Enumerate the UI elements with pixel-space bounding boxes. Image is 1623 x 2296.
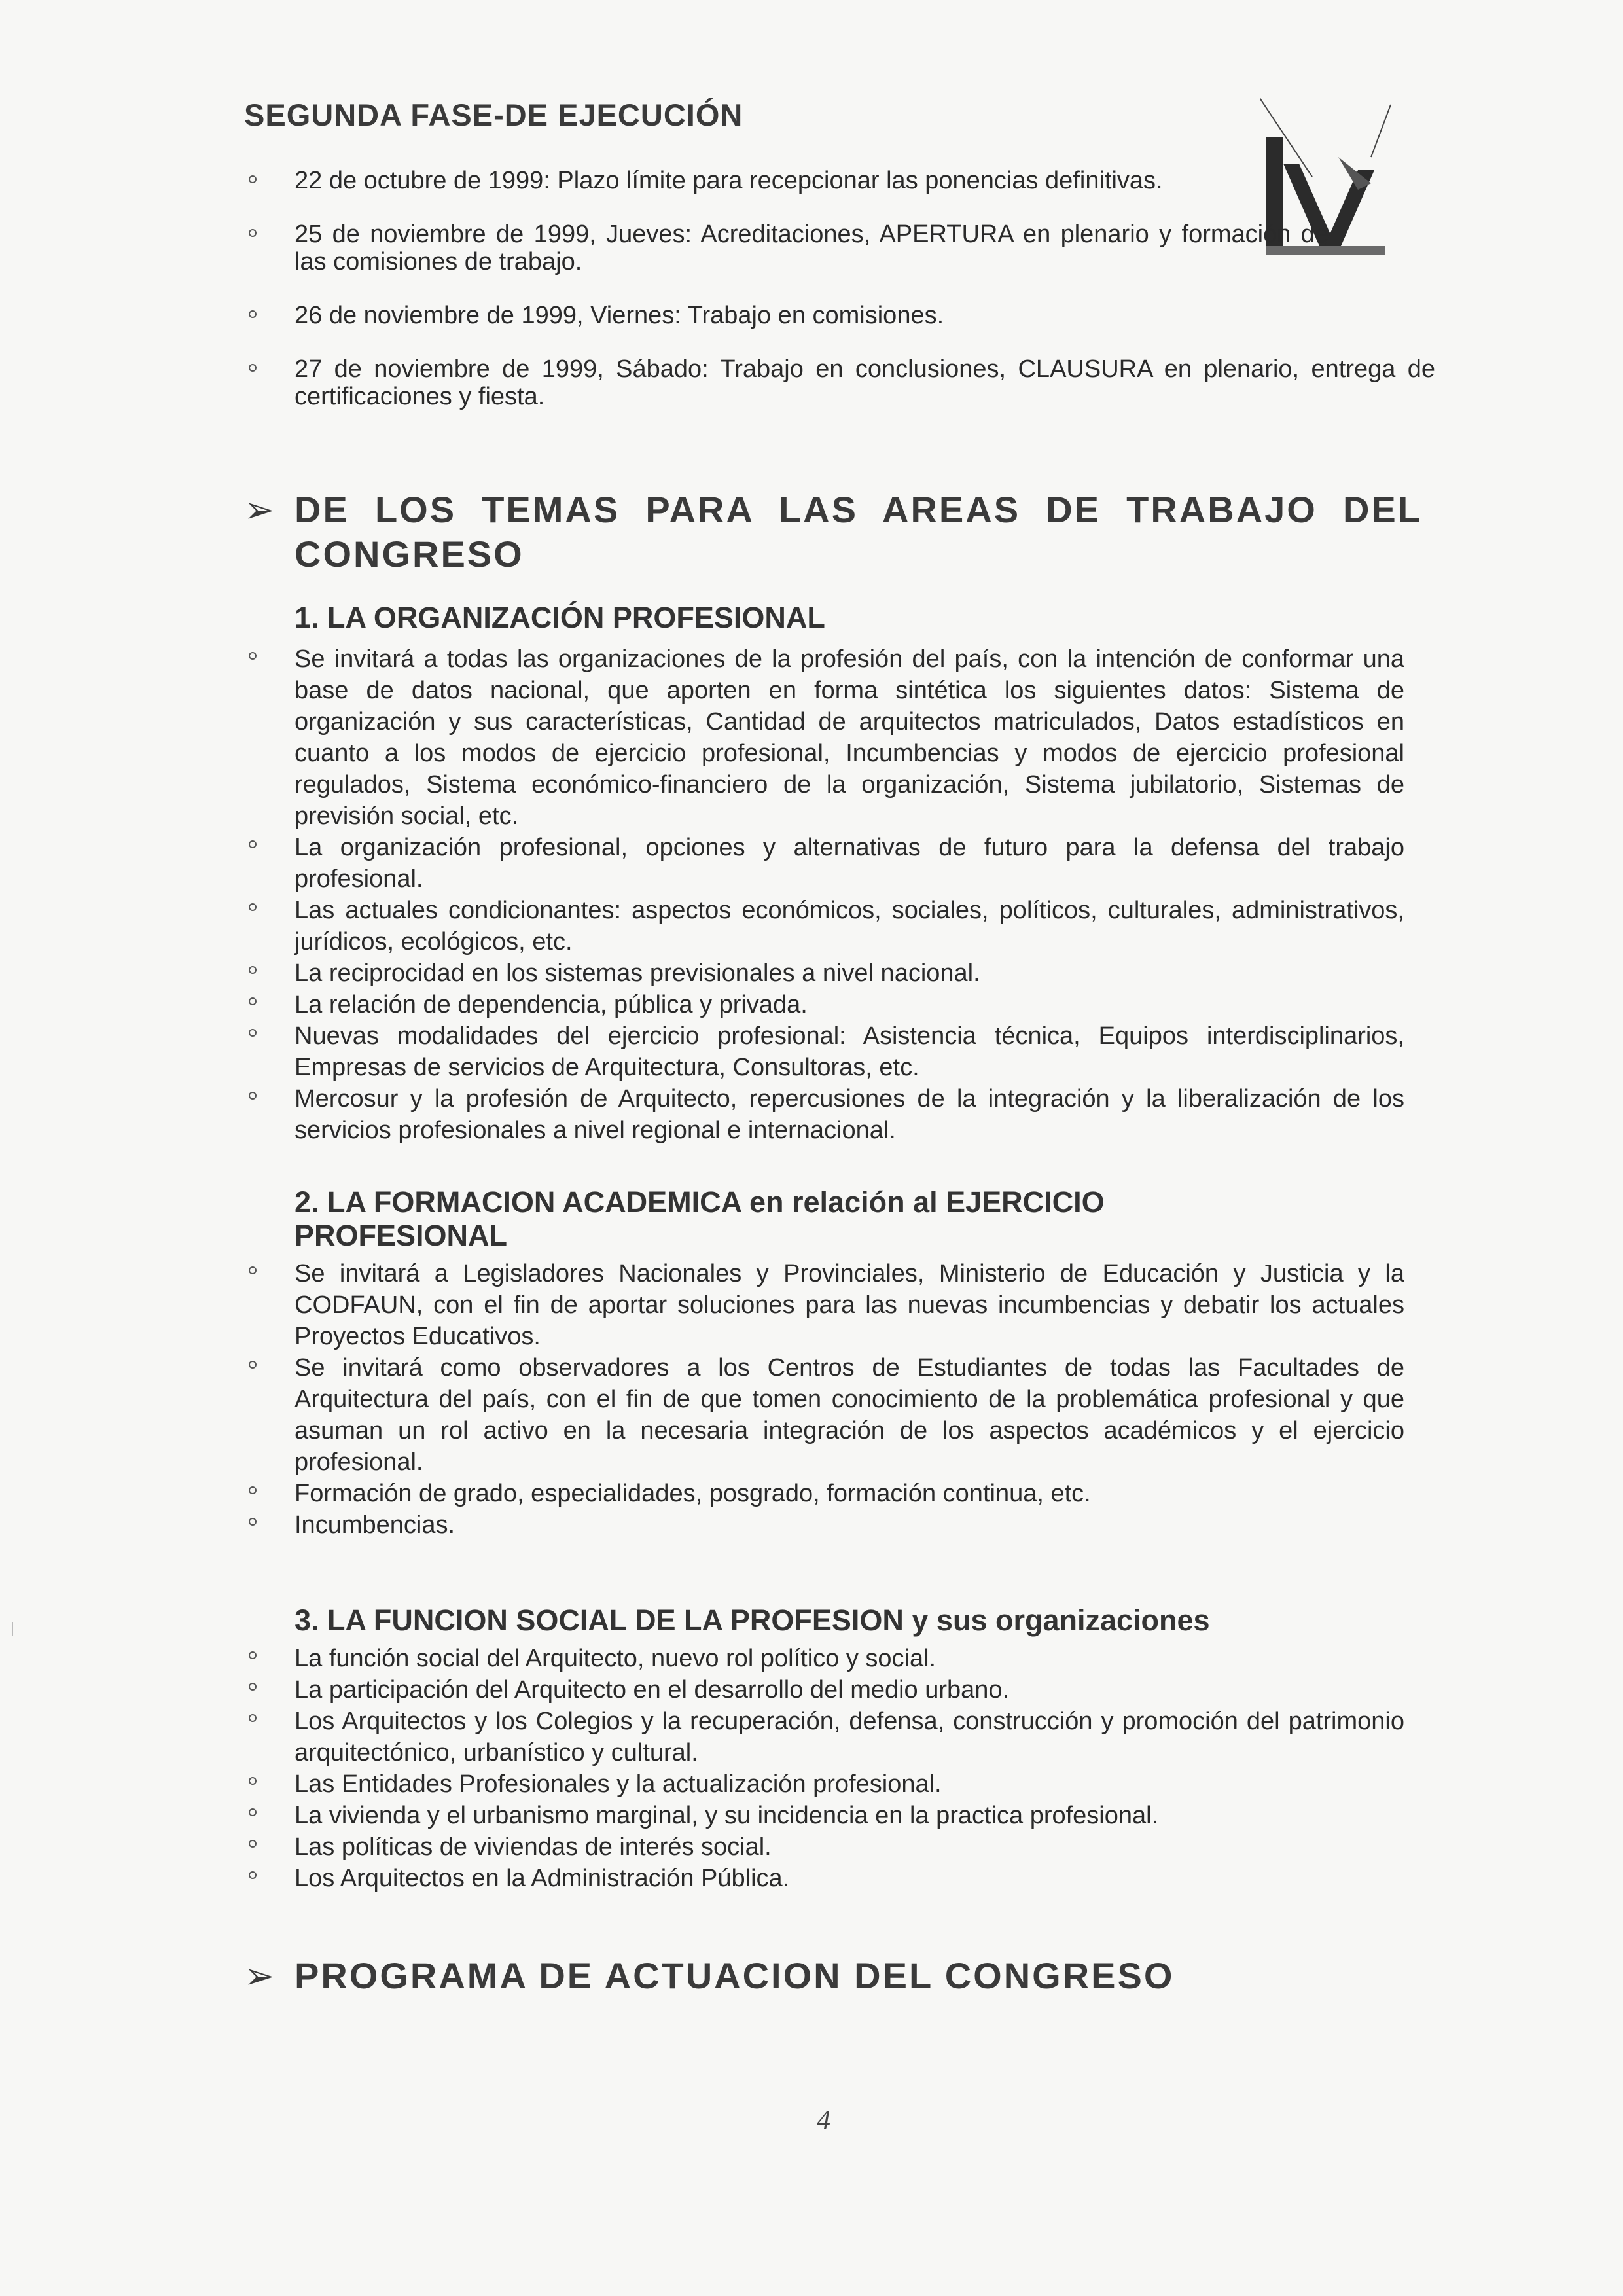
list-item: 27 de noviembre de 1999, Sábado: Trabajo en conclusiones, CLAUSURA en plenario, entrega de certificaciones y fiesta. — [244, 355, 1435, 410]
bullet-icon — [249, 1777, 257, 1785]
list-item: Se invitará como observadores a los Centros de Estudiantes de todas las Facultades de Arquitectura del país, con el fin de que tomen conocimiento de la problemática profesional y que asuman un rol activo en la necesaria integración de los aspectos académicos y el ejercicio profesional. — [244, 1352, 1404, 1478]
bullet-icon — [249, 1266, 257, 1274]
bullet-icon — [249, 652, 257, 660]
list-item: La función social del Arquitecto, nuevo rol político y social. — [244, 1643, 1404, 1674]
list-item: 25 de noviembre de 1999, Jueves: Acreditaciones, APERTURA en plenario y formación de las comisiones de trabajo. — [244, 221, 1435, 276]
list-item: Se invitará a Legisladores Nacionales y Provinciales, Ministerio de Educación y Justicia y la CODFAUN, con el fin de aportar soluciones para las nuevas incumbencias y debatir los actuales Proyectos Educativos. — [244, 1258, 1404, 1352]
bullet-icon — [249, 1361, 257, 1369]
list-item: Se invitará a todas las organizaciones de la profesión del país, con la intención de conformar una base de datos nacional, que aporten en forma sintética los siguientes datos: Sistema de organización y sus características, Cantidad de arquitectos matriculados, Datos estadísticos en cuanto a los modos de ejercicio profesional, Incumbencias y modos de ejercicio profesional regulados, Sistema económico-financiero de la organización, Sistema jubilatorio, Sistemas de previsión social, etc. — [244, 643, 1404, 832]
bullet-icon — [249, 1518, 257, 1526]
phase-heading: SEGUNDA FASE-DE EJECUCIÓN — [244, 98, 743, 132]
list-item: Las Entidades Profesionales y la actualización profesional. — [244, 1768, 1404, 1800]
bullet-icon — [249, 1840, 257, 1848]
bullet-icon — [249, 175, 257, 183]
bullet-icon — [249, 229, 257, 237]
list-item: Nuevas modalidades del ejercicio profesional: Asistencia técnica, Equipos interdisciplinarios, Empresas de servicios de Arquitectura, Consultoras, etc. — [244, 1020, 1404, 1083]
list-item: Los Arquitectos en la Administración Pública. — [244, 1863, 1404, 1894]
section-heading-program: ➢ PROGRAMA DE ACTUACION DEL CONGRESO — [244, 1954, 1422, 1998]
section-heading-themes: ➢ DE LOS TEMAS PARA LAS AREAS DE TRABAJO DEL CONGRESO — [244, 489, 1422, 575]
list-item: La relación de dependencia, pública y privada. — [244, 989, 1404, 1020]
list-item: Los Arquitectos y los Colegios y la recuperación, defensa, construcción y promoción del patrimonio arquitectónico, urbanístico y cultural. — [244, 1706, 1404, 1768]
list-item: Las políticas de viviendas de interés social. — [244, 1831, 1404, 1863]
arrow-bullet-icon: ➢ — [244, 489, 277, 530]
bullet-icon — [249, 1714, 257, 1722]
bullet-icon — [249, 1092, 257, 1100]
bullet-icon — [249, 903, 257, 911]
area-1-heading: 1. LA ORGANIZACIÓN PROFESIONAL — [294, 601, 825, 634]
list-item: Incumbencias. — [244, 1509, 1404, 1541]
bullet-icon — [249, 1029, 257, 1037]
list-item: Formación de grado, especialidades, posgrado, formación continua, etc. — [244, 1478, 1404, 1509]
list-item: 26 de noviembre de 1999, Viernes: Trabajo en comisiones. — [244, 302, 1435, 329]
list-item: Las actuales condicionantes: aspectos económicos, sociales, políticos, culturales, administrativos, jurídicos, ecológicos, etc. — [244, 895, 1404, 958]
list-item: La organización profesional, opciones y alternativas de futuro para la defensa del trabajo profesional. — [244, 832, 1404, 895]
bullet-icon — [249, 840, 257, 848]
list-item: La reciprocidad en los sistemas previsionales a nivel nacional. — [244, 958, 1404, 989]
area-3-heading: 3. LA FUNCION SOCIAL DE LA PROFESION y sus organizaciones — [294, 1604, 1210, 1637]
arrow-bullet-icon: ➢ — [244, 1955, 277, 1996]
area-2-list — [244, 1258, 1404, 1541]
page-number: 4 — [817, 2106, 830, 2136]
area-3-list — [244, 1643, 1404, 1894]
bullet-icon — [249, 1683, 257, 1691]
bullet-icon — [249, 997, 257, 1005]
scan-edge-mark — [12, 1622, 13, 1636]
area-2-heading: 2. LA FORMACION ACADEMICA en relación al EJERCICIO PROFESIONAL — [294, 1185, 1105, 1252]
list-item: La vivienda y el urbanismo marginal, y su incidencia en la practica profesional. — [244, 1800, 1404, 1831]
bullet-icon — [249, 1651, 257, 1659]
area-1-list — [244, 643, 1404, 1146]
phase-dates-list — [244, 167, 1435, 437]
bullet-icon — [249, 1871, 257, 1879]
bullet-icon — [249, 1808, 257, 1816]
list-item: Mercosur y la profesión de Arquitecto, repercusiones de la integración y la liberalización de los servicios profesionales a nivel regional e internacional. — [244, 1083, 1404, 1146]
list-item: La participación del Arquitecto en el desarrollo del medio urbano. — [244, 1674, 1404, 1706]
bullet-icon — [249, 310, 257, 318]
bullet-icon — [249, 1486, 257, 1494]
bullet-icon — [249, 364, 257, 372]
list-item: 22 de octubre de 1999: Plazo límite para recepcionar las ponencias definitivas. — [244, 167, 1435, 194]
bullet-icon — [249, 966, 257, 974]
